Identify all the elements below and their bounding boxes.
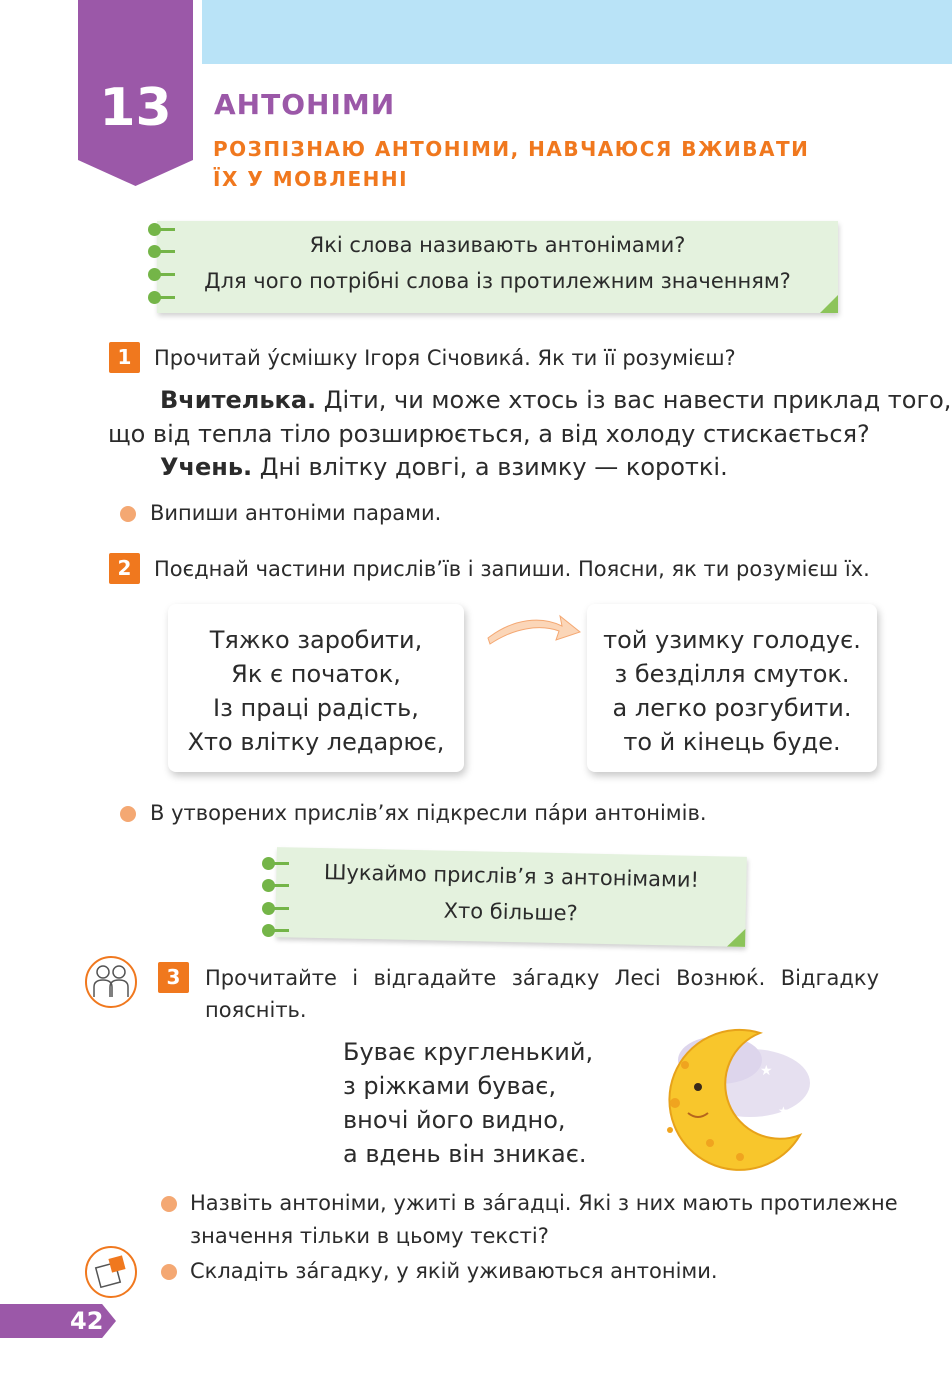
bullet-marker — [120, 506, 136, 522]
proverb-beginnings-card — [168, 604, 464, 772]
student-label: Учень. — [160, 453, 253, 481]
task2-instruction: Поєднай частини прислів’їв і запиши. Поясни, як ти розумієш їх. — [154, 557, 870, 581]
bullet-marker — [120, 806, 136, 822]
top-color-bar — [202, 0, 952, 64]
task3-bullet1 — [190, 1188, 898, 1251]
note-corner — [820, 295, 838, 313]
search-note-line-1: Шукаймо прислів’я з антонімами! — [323, 860, 700, 892]
task3-bullet2: Складіть за́гадку, у якій уживаються антоніми. — [190, 1259, 718, 1283]
task-number-3: 3 — [158, 962, 189, 993]
teacher-text-1: Діти, чи може хтось із вас навести приклад того, — [316, 386, 952, 414]
riddle-line: а вдень він зникає. — [343, 1140, 587, 1168]
intro-question-1: Які слова називають антонімами? — [309, 233, 686, 257]
proverb-ending: з безділля смуток. — [614, 660, 850, 688]
proverb-beginning: Як є початок, — [231, 660, 401, 688]
task1-student-line — [160, 450, 728, 484]
task1-teacher-line1 — [160, 383, 951, 417]
intro-question-2: Для чого потрібні слова із протилежним значенням? — [204, 269, 791, 293]
task3-bullet1-line1: Назвіть антоніми, ужиті в за́гадці. Які з них мають протилежне — [190, 1191, 898, 1215]
riddle-line: з ріжками буває, — [343, 1072, 557, 1100]
arrow-icon — [484, 608, 584, 648]
lesson-subtitle: РОЗПІЗНАЮ АНТОНІМИ, НАВЧАЮСЯ ВЖИВАТИ ЇХ У МОВЛЕННІ — [213, 137, 810, 191]
pair-work-icon — [84, 955, 138, 1009]
riddle-line: вночі його видно, — [343, 1106, 566, 1134]
proverb-ending: той узимку голодує. — [603, 626, 861, 654]
task1-bullet: Випиши антоніми парами. — [150, 501, 442, 525]
student-text: Дні влітку довгі, а взимку — короткі. — [252, 453, 728, 481]
task-number-1: 1 — [109, 342, 140, 373]
riddle-line: Буває кругленький, — [343, 1038, 594, 1066]
lesson-title: АНТОНІМИ — [214, 88, 396, 121]
lesson-number: 13 — [99, 78, 172, 138]
bullet-marker — [161, 1264, 177, 1280]
proverb-beginning: Хто влітку ледарює, — [187, 728, 445, 756]
task3-instruction-line1: Прочитайте і відгадайте за́гадку Лесі Вознюќ. Відгадку — [205, 966, 879, 990]
proverb-endings-card — [587, 604, 877, 772]
svg-text:★: ★ — [760, 1063, 773, 1079]
svg-text:★: ★ — [778, 1104, 789, 1118]
task3-instruction-line2: поясніть. — [205, 998, 307, 1022]
intro-questions-note — [157, 221, 838, 313]
task1-instruction: Прочитай у́смішку Ігоря Січовика́. Як ти її розумієш? — [154, 346, 736, 370]
task-number-2: 2 — [109, 553, 140, 584]
proverb-beginning: Із праці радість, — [213, 694, 419, 722]
puzzle-icon — [84, 1245, 138, 1299]
teacher-label: Вчителька. — [160, 386, 317, 414]
search-note-line-2: Хто більше? — [443, 898, 578, 926]
task2-bullet: В утворених прислів’ях підкресли па́ри антонімів. — [150, 801, 707, 825]
proverb-ending: а легко розгубити. — [612, 694, 852, 722]
search-proverbs-note — [275, 847, 747, 947]
moon-illustration — [640, 1025, 815, 1175]
page-number: 42 — [70, 1307, 104, 1335]
bullet-marker — [161, 1196, 177, 1212]
proverb-ending: то й кінець буде. — [623, 728, 841, 756]
task3-bullet1-line2: значення тільки в цьому тексті? — [190, 1224, 549, 1248]
note-corner — [727, 929, 745, 947]
riddle-text — [343, 1035, 593, 1171]
proverb-beginning: Тяжко заробити, — [209, 626, 423, 654]
task1-teacher-line2: що від тепла тіло розширюється, а від холоду стискається? — [108, 420, 870, 448]
